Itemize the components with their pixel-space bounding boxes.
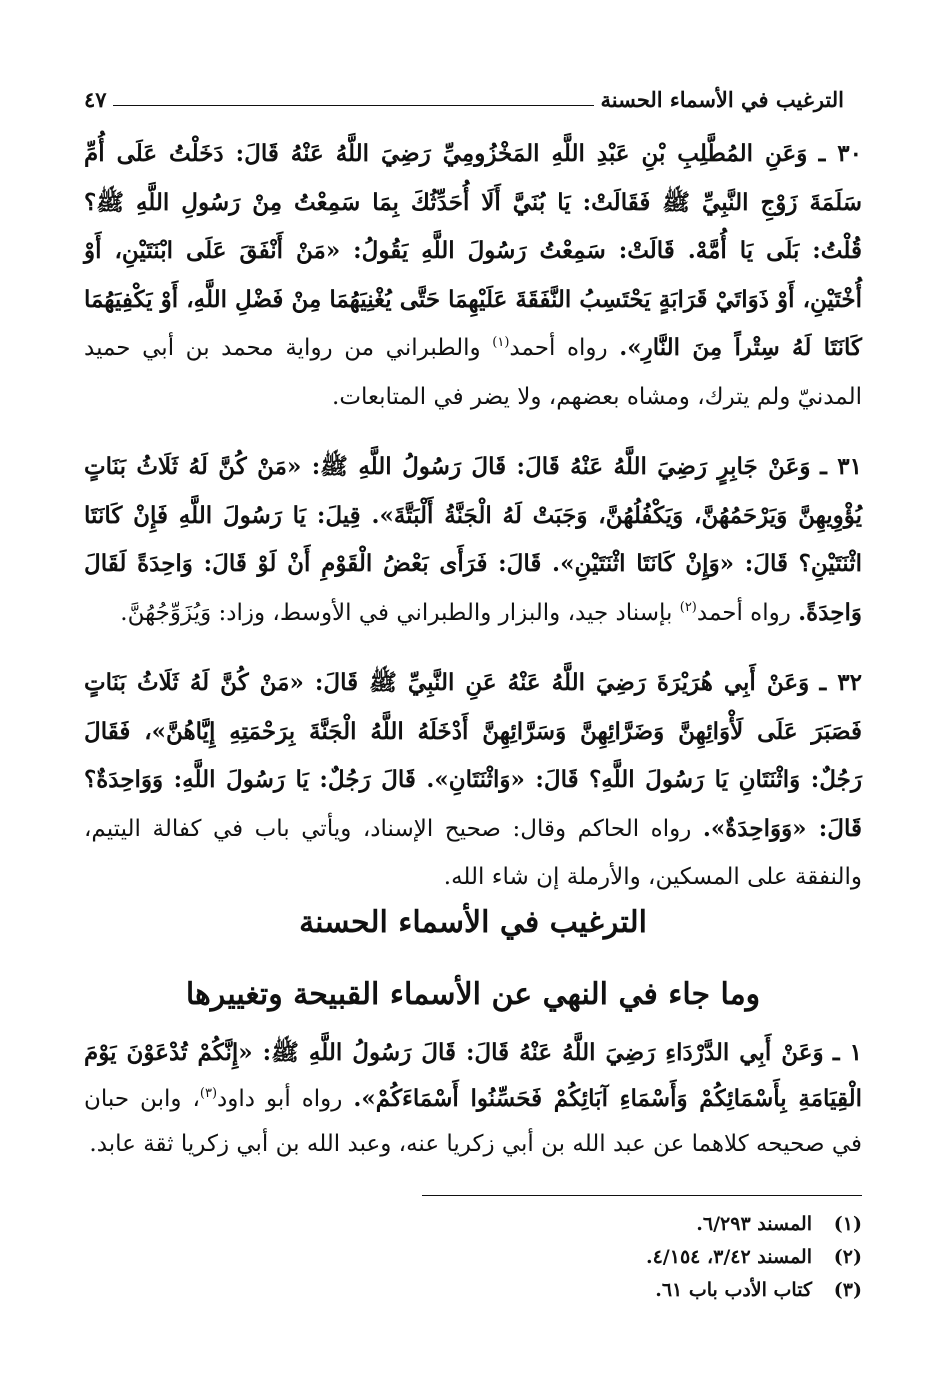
hadith-source-rest: والطبراني من رواية محمد بن أبي حميد المدنيّ ولم يترك، ومشاه بعضهم، ولا يضر في المتابعات. <box>84 335 862 410</box>
footnote-mark: (١) <box>833 1213 862 1235</box>
footnote-ref: (٢) <box>679 599 697 615</box>
hadith-source: رواه أحمد <box>509 335 620 361</box>
hadith-number: ٣٢ ـ <box>819 669 862 696</box>
footnotes <box>84 1208 862 1307</box>
hadith-number: ١ ـ <box>832 1039 862 1066</box>
section-title: الترغيب في الأسماء الحسنة <box>299 905 647 940</box>
footnote-text: كتاب الأدب باب ٦١. <box>655 1279 812 1301</box>
running-header-title: الترغيب في الأسماء الحسنة <box>600 86 844 112</box>
footnote-ref: (٣) <box>199 1086 218 1101</box>
footnote-mark: (٢) <box>833 1246 862 1268</box>
hadith-30 <box>84 130 862 421</box>
header-rule <box>113 105 595 106</box>
footnote-item <box>84 1208 862 1241</box>
hadith-list <box>84 130 862 902</box>
page-number: ٤٧ <box>84 86 107 112</box>
hadith-narration: وَعَنِ المُطَّلِبِ بْنِ عَبْدِ اللَّهِ المَخْزُومِيِّ رَضِيَ اللَّهُ عَنْهُ قَالَ: دَخَلْتُ عَلَى أُمِّ سَلَمَةَ زَوْجِ النَّبِيِّ ﷺ فَقَالَتْ: يَا بُنَيَّ أَلَا أُحَدِّثُكَ بِمَا سَمِعْتُ مِنْ رَسُولِ اللَّهِ ﷺ؟ قُلْتُ: بَلَى يَا أُمَّهْ. قَالَتْ: سَمِعْتُ رَسُولَ اللَّهِ يَقُولُ: «مَنْ أَنْفَقَ عَلَى ابْنَتَيْنِ، أَوْ أُخْتَيْنِ، أَوْ ذَوَاتَيْ قَرَابَةٍ يَحْتَسِبُ النَّفَقَةَ عَلَيْهِمَا حَتَّى يُغْنِيَهُمَا مِنْ فَضْلِ اللَّهِ، أَوْ يَكْفِيَهُمَا كَانَتَا لَهُ سِتْراً مِنَ النَّارِ». <box>84 140 862 361</box>
hadith-source: رواه أحمد <box>696 599 799 626</box>
section-hadith-1 <box>84 1030 862 1167</box>
footnote-text: المسند ٦/٢٩٣. <box>696 1213 812 1235</box>
hadith-number: ٣١ ـ <box>820 453 862 480</box>
running-header <box>84 84 844 114</box>
hadith-source: رواه الحاكم وقال: صحيح الإسناد، ويأتي باب في كفالة اليتيم، والنفقة على المسكين، والأرملة إن شاء الله. <box>84 815 862 890</box>
footnote-ref: (١) <box>492 335 510 350</box>
footnote-item <box>84 1274 862 1307</box>
hadith-source: رواه أبو داود <box>217 1086 354 1112</box>
footnote-item <box>84 1241 862 1274</box>
hadith-narration: وَعَنْ أَبِي هُرَيْرَةَ رَضِيَ اللَّهُ عَنْهُ عَنِ النَّبِيِّ ﷺ قَالَ: «مَنْ كُنَّ لَهُ ثَلَاثُ بَنَاتٍ فَصَبَرَ عَلَى لَأْوَائِهِنَّ وَضَرَّائِهِنَّ وَسَرَّائِهِنَّ أَدْخَلَهُ اللَّهُ الْجَنَّةَ بِرَحْمَتِهِ إِيَّاهُنَّ»، فَقَالَ رَجُلٌ: وَاثْنَتَانِ يَا رَسُولَ اللَّهِ؟ قَالَ: «وَاثْنَتَانِ». قَالَ رَجُلٌ: يَا رَسُولَ اللَّهِ: وَوَاحِدَةٌ؟ قَالَ: «وَوَاحِدَةٌ». <box>84 669 862 842</box>
footnote-mark: (٣) <box>833 1279 862 1301</box>
section-hadith-block <box>84 1030 862 1167</box>
hadith-source-rest: ، وابن حبان في صحيحه كلاهما عن عبد الله بن أبي زكريا عنه، وعبد الله بن أبي زكريا ثقة عابد. <box>84 1086 862 1157</box>
hadith-source-rest: بإسناد جيد، والبزار والطبراني في الأوسط، وزاد: وَيُزَوِّجُهُنَّ. <box>120 599 680 626</box>
hadith-31 <box>84 443 862 637</box>
section-heading <box>84 892 862 1026</box>
section-subtitle: وما جاء في النهي عن الأسماء القبيحة وتغييرها <box>185 977 761 1012</box>
footnote-divider <box>422 1195 862 1196</box>
hadith-number: ٣٠ ـ <box>818 140 863 167</box>
hadith-32 <box>84 659 862 902</box>
hadith-narration: وَعَنْ أَبِي الدَّرْدَاءِ رَضِيَ اللَّهُ عَنْهُ قَالَ: قَالَ رَسُولُ اللَّهِ ﷺ: «إِنَّكُمْ تُدْعَوْنَ يَوْمَ الْقِيَامَةِ بِأَسْمَائِكُمْ وَأَسْمَاءِ آبَائِكُمْ فَحَسِّنُوا أَسْمَاءَكُمْ». <box>84 1039 862 1112</box>
hadith-narration: وَعَنْ جَابِرٍ رَضِيَ اللَّهُ عَنْهُ قَالَ: قَالَ رَسُولُ اللَّهِ ﷺ: «مَنْ كُنَّ لَهُ ثَلَاثُ بَنَاتٍ يُؤْوِيهِنَّ وَيَرْحَمُهُنَّ، وَيَكْفُلُهُنَّ، وَجَبَتْ لَهُ الْجَنَّةُ أَلْبَتَّةَ». قِيلَ: يَا رَسُولَ اللَّهِ فَإِنْ كَانَتَا اثْنَتَيْنِ؟ قَالَ: «وَإِنْ كَانَتَا اثْنَتَيْنِ». قَالَ: فَرَأَى بَعْضُ الْقَوْمِ أَنْ لَوْ قَالَ: وَاحِدَةً لَقَالَ وَاحِدَةً. <box>84 453 862 626</box>
footnote-text: المسند ٣/٤٢، ٤/١٥٤. <box>645 1246 812 1268</box>
